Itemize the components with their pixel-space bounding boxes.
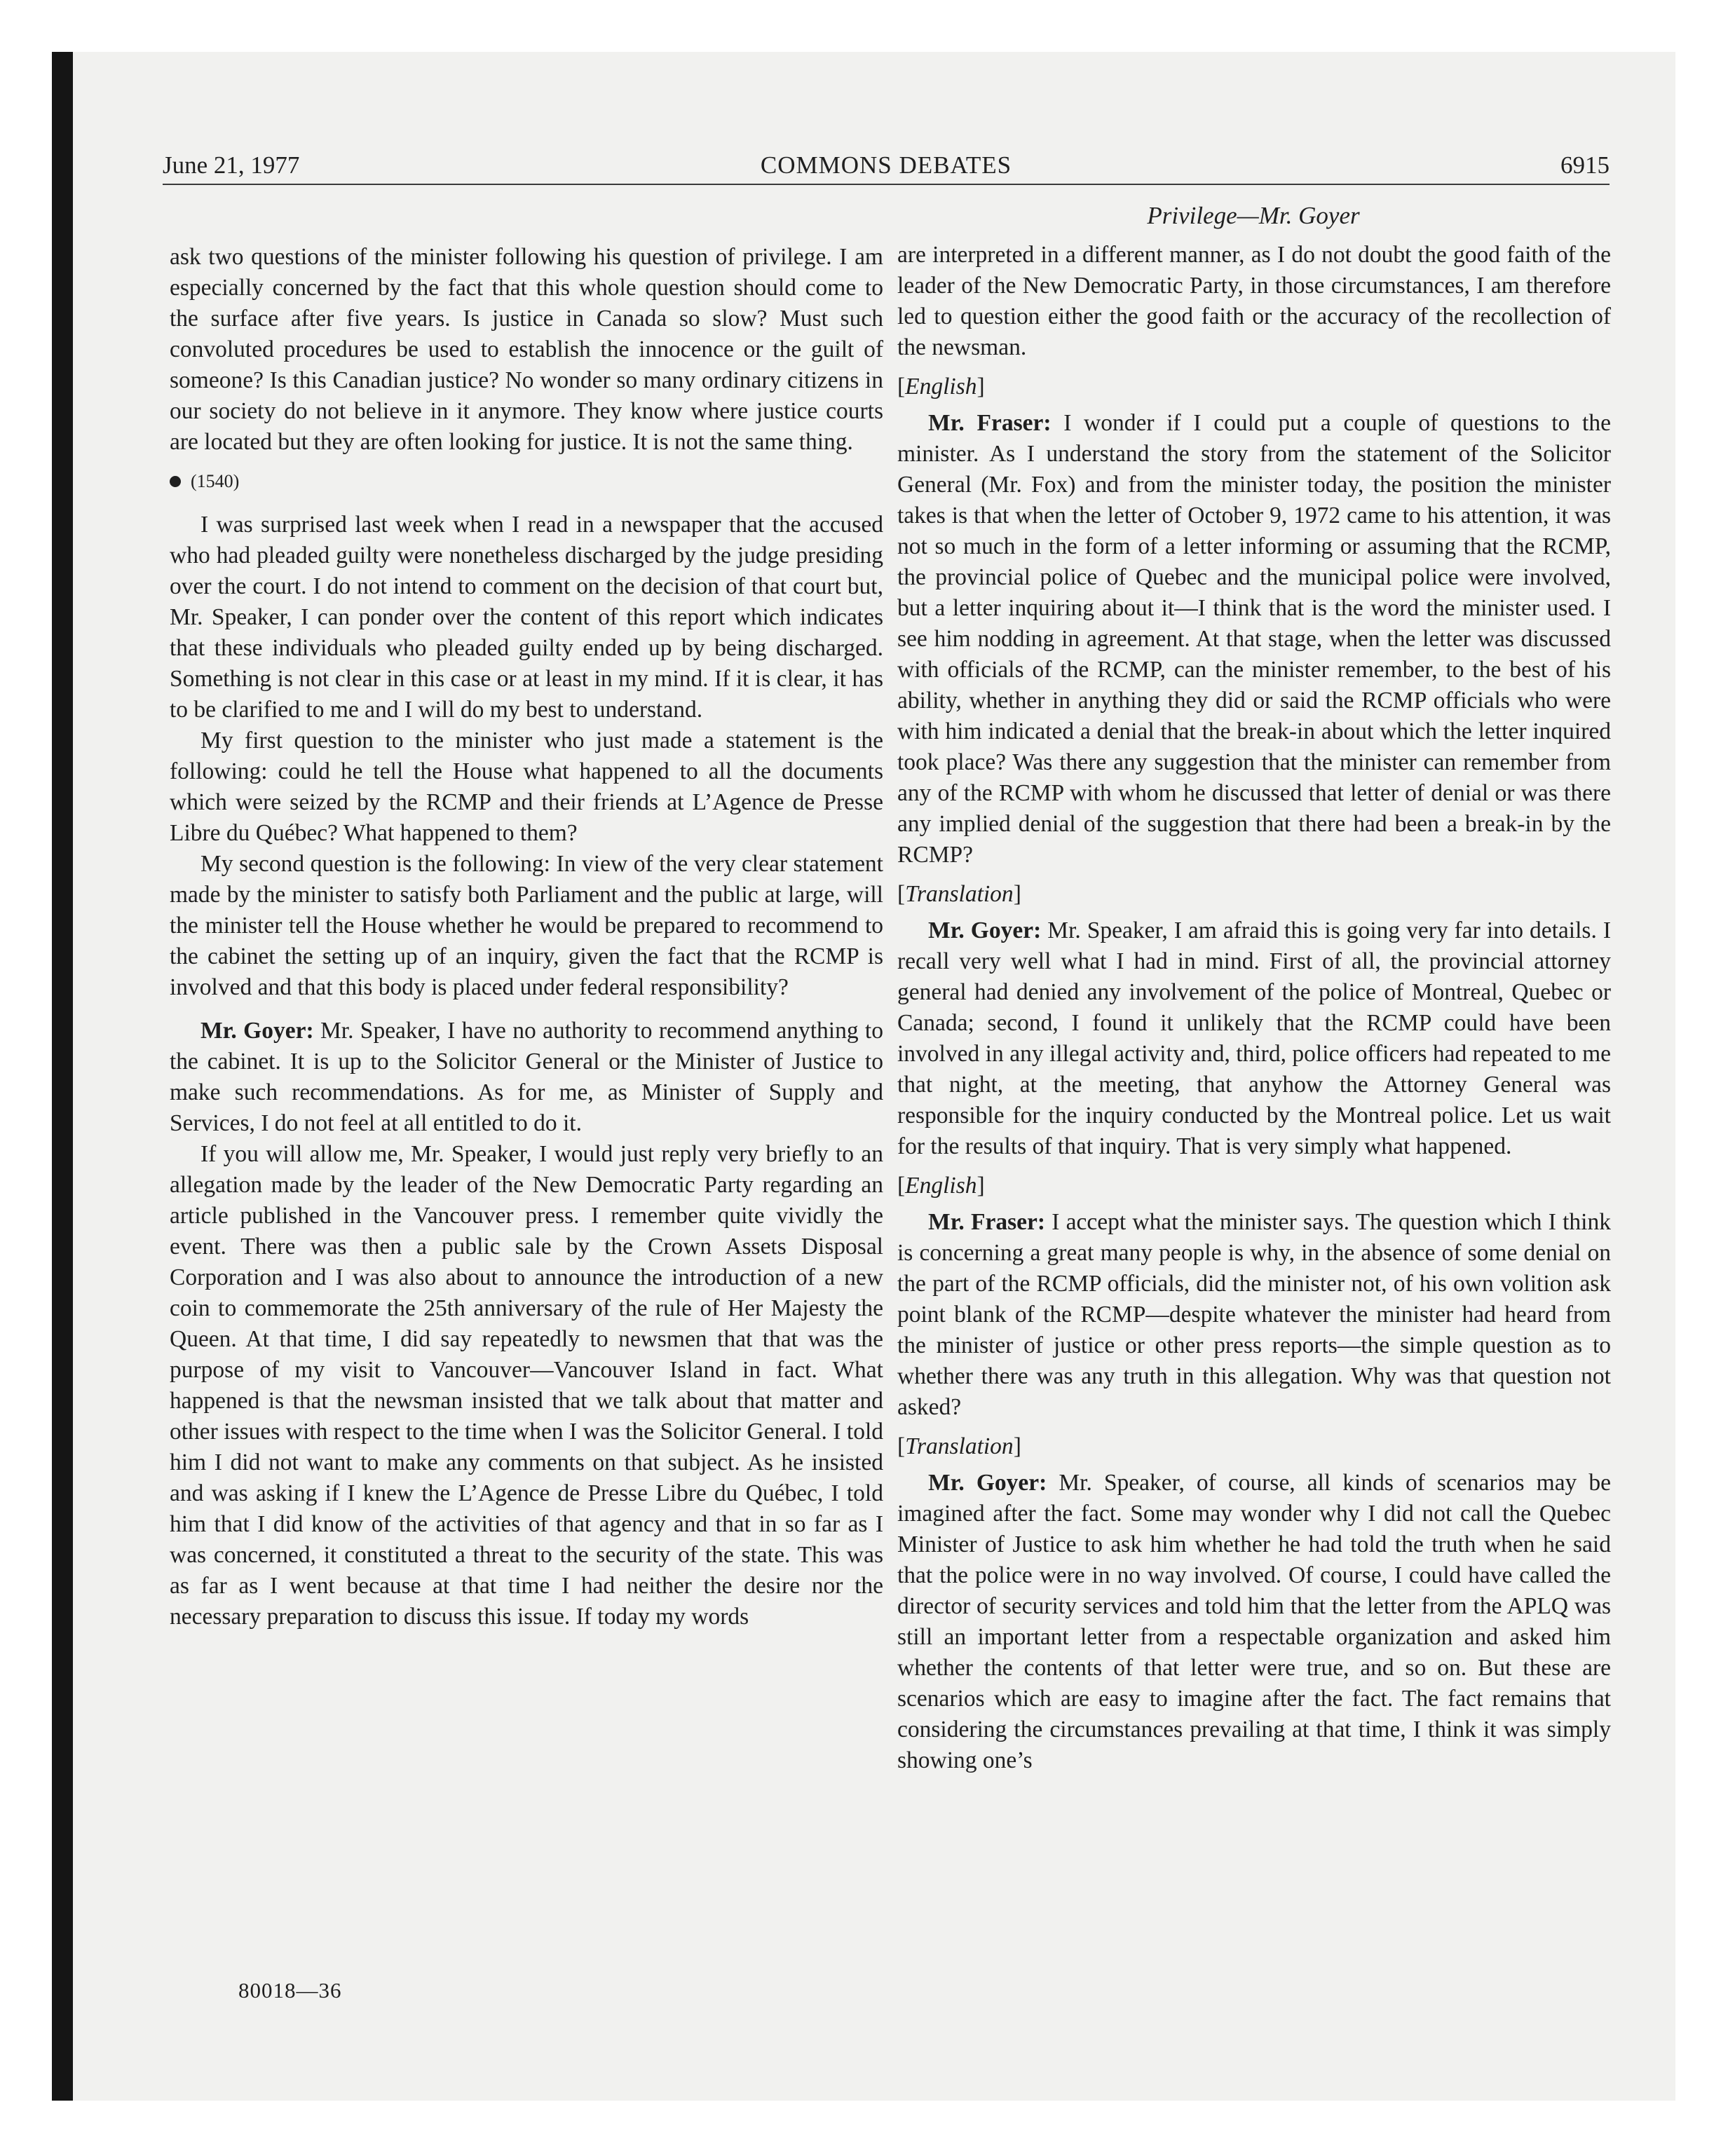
speech-paragraph bbox=[897, 1207, 1611, 1423]
speaker-name: Mr. Goyer: bbox=[928, 917, 1042, 943]
scan-border bbox=[52, 52, 73, 2101]
speech-text: Mr. Speaker, I have no authority to recommend anything to the cabinet. It is up to the Solicitor General or the Minister of Justice to make such recommendations. As for me, as Minister of Supply and Services, I do not feel at all entitled to do it. bbox=[170, 1018, 883, 1136]
paragraph: If you will allow me, Mr. Speaker, I would just reply very briefly to an allegation made by the leader of the New Democratic Party regarding an article published in the Vancouver press. I remember quite vividly the event. There was then a public sale by the Crown Assets Disposal Corporation and I was also about to announce the introduction of a new coin to commemorate the 25th anniversary of the rule of Her Majesty the Queen. At that time, I did say repeatedly to newsmen that that was the purpose of my visit to Vancouver—Vancouver Island in fact. What happened is that the newsman insisted that we talk about that matter and other issues with respect to the time when I was the Solicitor General. I told him I did not want to make any comments on that subject. As he insisted and was asking if I knew the L’Agence de Presse Libre du Québec, I told him that I did know of the activities of that agency and that in so far as I was concerned, it constituted a threat to the security of the state. This was as far as I went because at that time I had neither the desire nor the necessary preparation to discuss this issue. If today my words bbox=[170, 1141, 883, 1630]
speaker-name: Mr. Goyer: bbox=[200, 1018, 314, 1044]
left-column bbox=[170, 242, 883, 1632]
language-tag-text: Translation bbox=[905, 1433, 1014, 1459]
language-tag: [Translation] bbox=[897, 1433, 1021, 1459]
header-date: June 21, 1977 bbox=[163, 151, 300, 179]
language-tag-text: English bbox=[905, 1173, 977, 1199]
language-tag: [Translation] bbox=[897, 881, 1021, 907]
speaker-name: Mr. Goyer: bbox=[928, 1470, 1047, 1496]
speech-text: I accept what the minister says. The question which I think is concerning a great many people is why, in the absence of some denial on the part of the RCMP officials, did the minister not, of his own volition ask point blank of the RCMP—despite whatever the minister had heard from the minister of justice or other press reports—the simple question as to whether there was any truth in this allegation. Why was that question not asked? bbox=[897, 1209, 1611, 1420]
speech-paragraph bbox=[897, 408, 1611, 871]
paragraph: ask two questions of the minister following his question of privilege. I am especially concerned by the fact that this whole question should come to the surface after five years. Is justice in Canada so slow? Must such convoluted procedures be used to establish the innocence or the guilt of someone? Is this Canadian justice? No wonder so many ordinary citizens in our society do not believe in it anymore. They know where justice courts are located but they are often looking for justice. It is not the same thing. bbox=[170, 244, 883, 455]
paragraph: My second question is the following: In view of the very clear statement made by the minister to satisfy both Parliament and the public at large, will the minister tell the House whether he would be prepared to recommend to the cabinet the setting up of an inquiry, given the fact that the RCMP is involved and that this body is placed under federal responsibility? bbox=[170, 851, 883, 1000]
paragraph: My first question to the minister who just made a statement is the following: could he tell the House what happened to all the documents which were seized by the RCMP and their friends at L’Agence de Presse Libre du Québec? What happened to them? bbox=[170, 728, 883, 846]
header-rule bbox=[163, 184, 1610, 185]
language-tag: [English] bbox=[897, 1173, 985, 1199]
bullet-icon bbox=[170, 476, 181, 487]
language-tag: [English] bbox=[897, 374, 985, 400]
page-number: 6915 bbox=[1560, 151, 1610, 179]
paragraph: are interpreted in a different manner, as I do not doubt the good faith of the leader of the New Democratic Party, in those circumstances, I am therefore led to question either the good faith or the accuracy of the recollection of the newsman. bbox=[897, 242, 1611, 360]
speaker-name: Mr. Fraser: bbox=[928, 410, 1052, 436]
speech-paragraph bbox=[897, 1468, 1611, 1776]
print-code: 80018—36 bbox=[238, 1978, 342, 2003]
time-marker-text: (1540) bbox=[191, 471, 240, 491]
time-marker bbox=[170, 466, 883, 497]
speaker-name: Mr. Fraser: bbox=[928, 1209, 1046, 1235]
running-header bbox=[163, 149, 1610, 182]
right-column bbox=[897, 240, 1611, 1776]
speech-paragraph bbox=[170, 1016, 883, 1139]
speech-paragraph bbox=[897, 915, 1611, 1162]
speech-text: Mr. Speaker, I am afraid this is going very far into details. I recall very well what I had in mind. First of all, the provincial attorney general had denied any involvement of the police of Montreal, Quebec or Canada; second, I found it unlikely that the RCMP could have been involved in any illegal activity and, third, police officers had repeated to me that night, at the meeting, that anyhow the Attorney General was responsible for the inquiry conducted by the Montreal police. Let us wait for the results of that inquiry. That is very simply what happened. bbox=[897, 917, 1611, 1159]
language-tag-text: English bbox=[905, 374, 977, 400]
language-tag-text: Translation bbox=[905, 881, 1014, 907]
publication-title: COMMONS DEBATES bbox=[760, 151, 1012, 179]
speech-text: Mr. Speaker, of course, all kinds of scenarios may be imagined after the fact. Some may wonder why I did not call the Quebec Minister of Justice to ask him whether he had told the truth when he said that the police were in no way involved. Of course, I could have called the director of security services and told him that the letter from the APLQ was still an important letter from a respectable organization and asked him whether the contents of that letter were true, and so on. But these are scenarios which are easy to imagine after the fact. The fact remains that considering the circumstances prevailing at that time, I think it was simply showing one’s bbox=[897, 1470, 1611, 1773]
speech-text: I wonder if I could put a couple of questions to the minister. As I understand the story from the statement of the Solicitor General (Mr. Fox) and from the minister today, the position the minister takes is that when the letter of October 9, 1972 came to his attention, it was not so much in the form of a letter informing or assuming that the RCMP, the provincial police of Quebec and the municipal police were involved, but a letter inquiring about it—I think that is the word the minister used. I see him nodding in agreement. At that stage, when the letter was discussed with officials of the RCMP, can the minister remember, to the best of his ability, whether in anything they did or said the RCMP officials who were with him indicated a denial that the break-in about which the letter inquired took place? Was there any suggestion that the minister can remember from any of the RCMP with whom he discussed that letter of denial or was there any implied denial of the suggestion that there had been a break-in by the RCMP? bbox=[897, 410, 1611, 868]
subject-heading: Privilege—Mr. Goyer bbox=[1147, 202, 1360, 229]
paragraph: I was surprised last week when I read in a newspaper that the accused who had pleaded guilty were nonetheless discharged by the judge presiding over the court. I do not intend to comment on the decision of that court but, Mr. Speaker, I can ponder over the content of this report which indicates that these individuals who pleaded guilty ended up by being discharged. Something is not clear in this case or at least in my mind. If it is clear, it has to be clarified to me and I will do my best to understand. bbox=[170, 512, 883, 723]
